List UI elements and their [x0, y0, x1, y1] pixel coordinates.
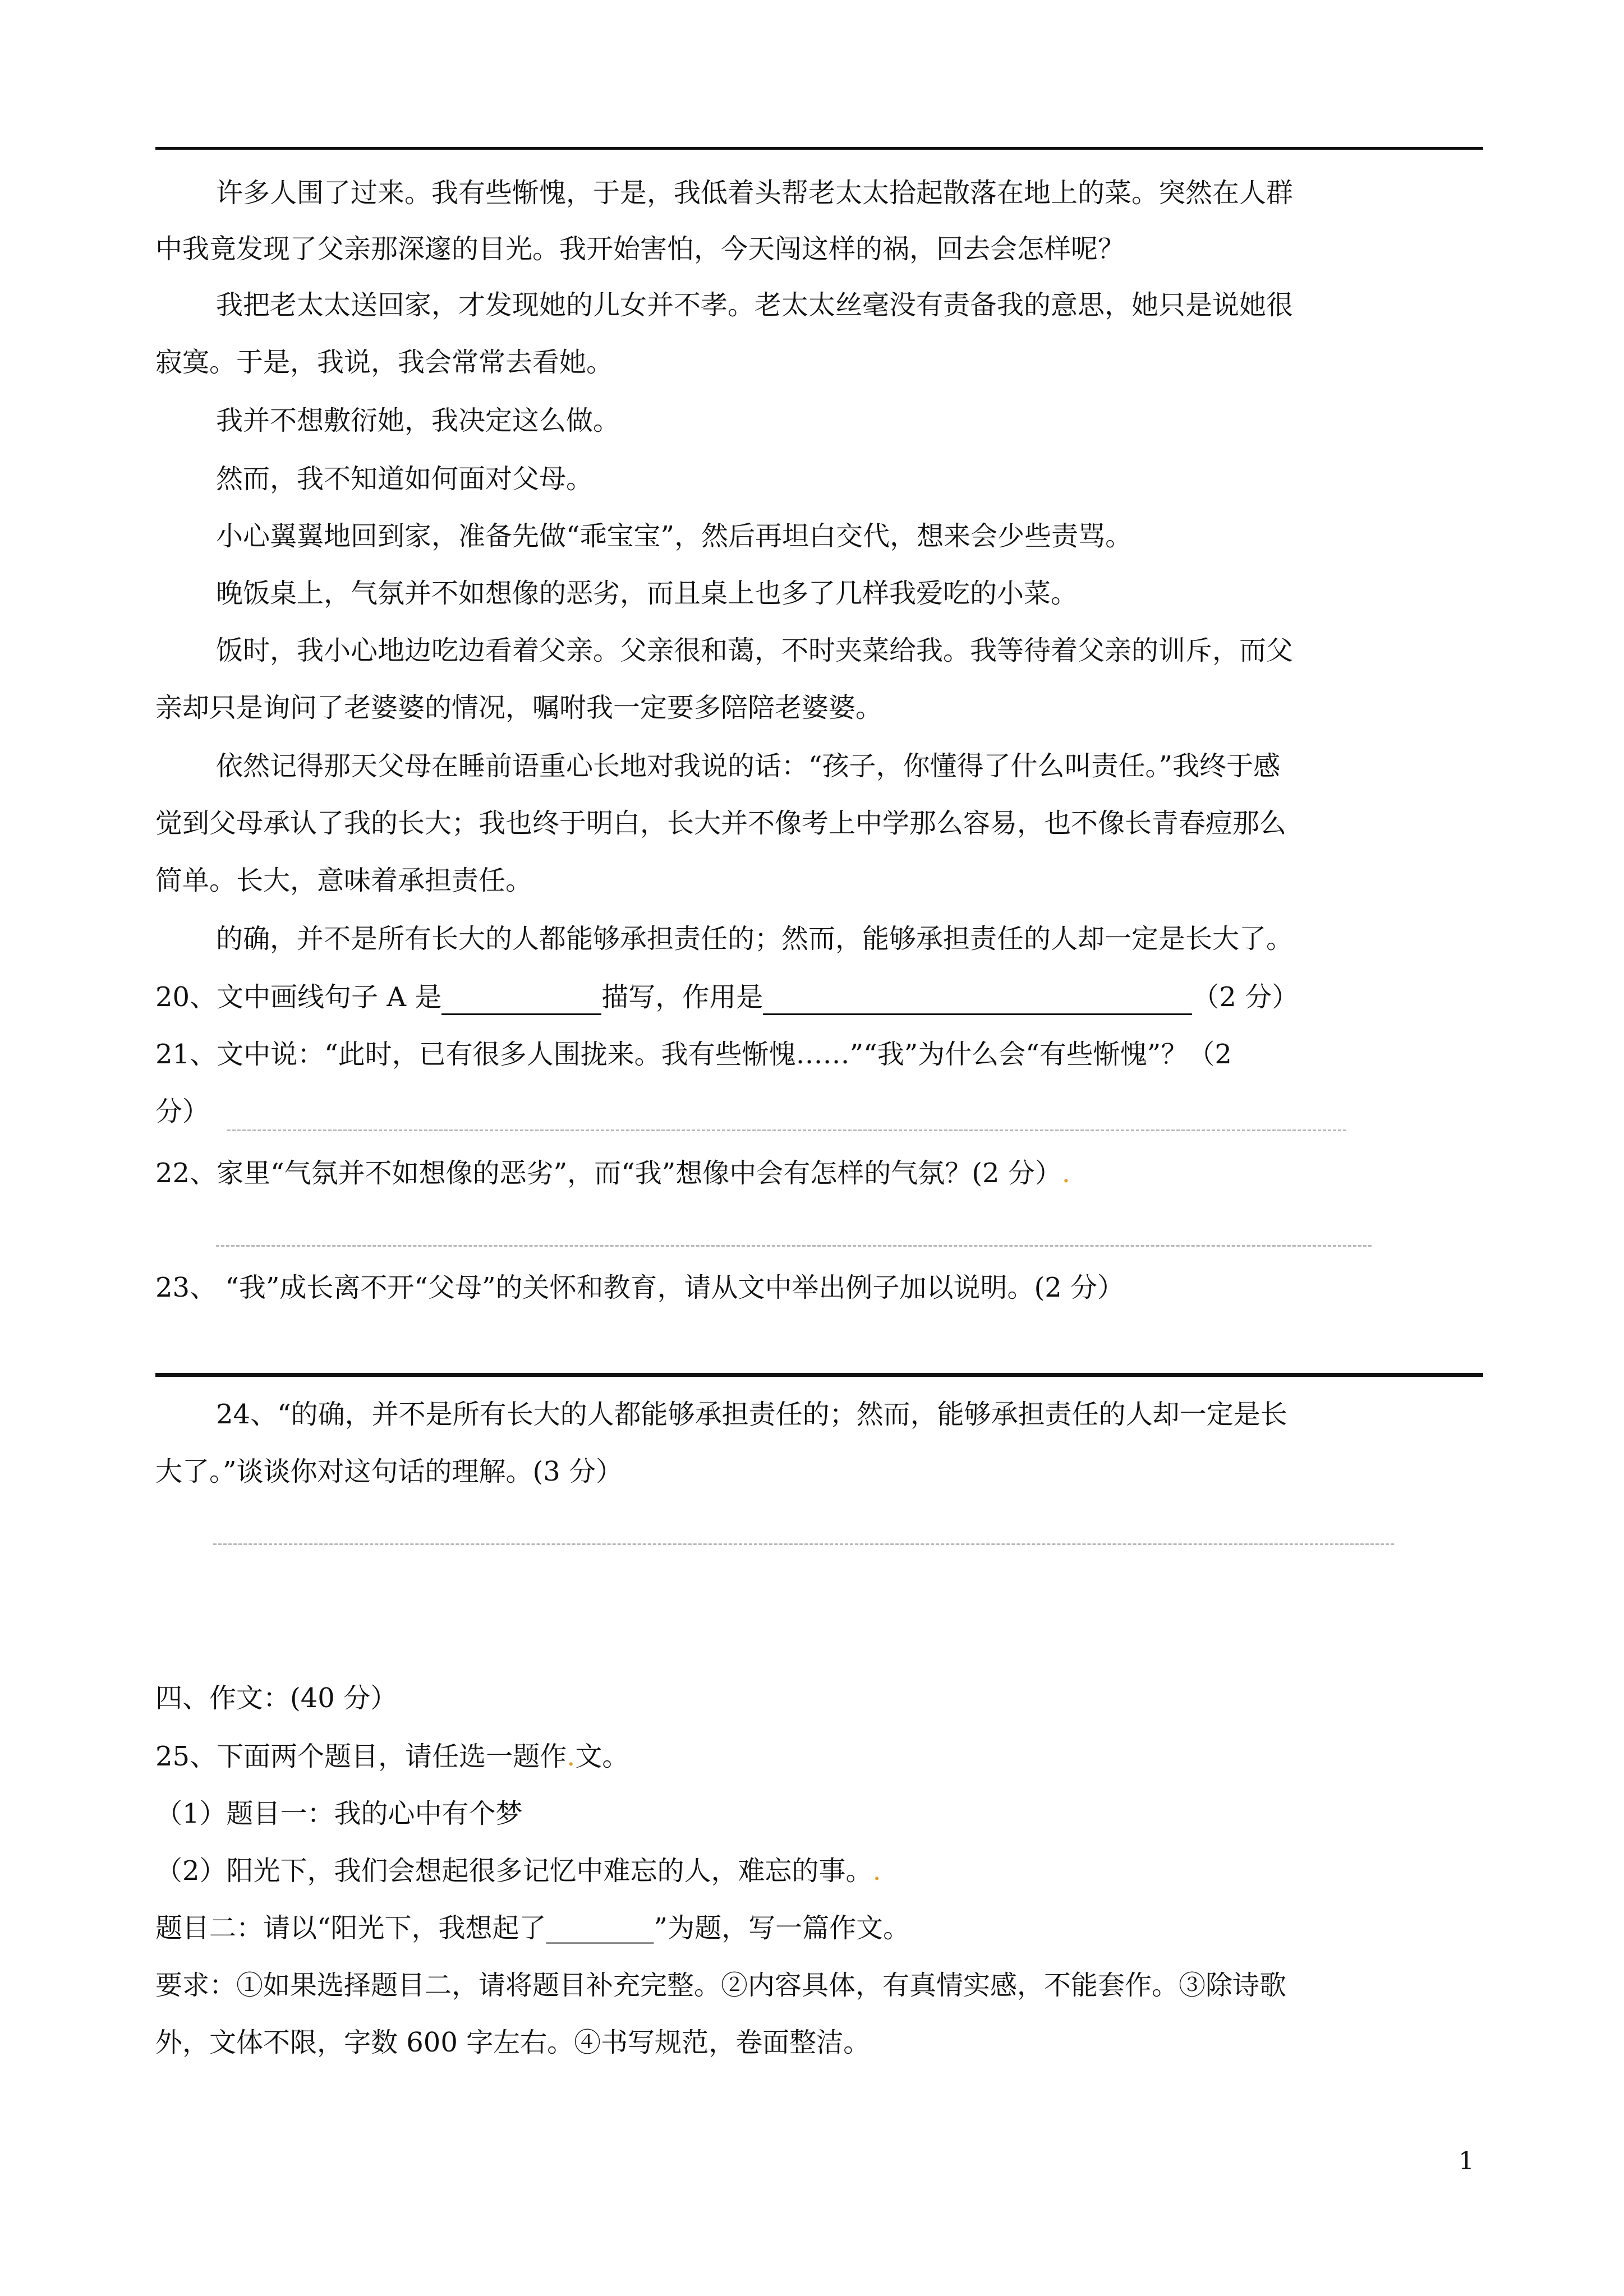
passage-line: 晚饭桌上，气氛并不如想像的恶劣，而且桌上也多了几样我爱吃的小菜。	[216, 578, 1078, 609]
passage-line: 饭时，我小心地边吃边看着父亲。父亲很和蔼，不时夹菜给我。我等待着父亲的训斥，而父	[216, 635, 1294, 666]
question-20-text: 20、文中画线句子 A 是	[155, 981, 442, 1013]
question-20	[155, 979, 1483, 1015]
answer-blank[interactable]	[763, 984, 1192, 1015]
page-number: 1	[1459, 2147, 1474, 2175]
question-24-cont: 大了。”谈谈你对这句话的理解。(3 分）	[155, 1456, 623, 1487]
requirements-cont: 外，文体不限，字数 600 字左右。④书写规范，卷面整洁。	[155, 2027, 871, 2058]
topic-two-text: （2）阳光下，我们会想起很多记忆中难忘的人，难忘的事。	[155, 1855, 873, 1887]
question-21: 21、文中说：“此时，已有很多人围拢来。我有些惭愧……”“我”为什么会“有些惭愧”？（2	[155, 1039, 1232, 1070]
stray-dot: .	[1061, 1158, 1071, 1189]
answer-line[interactable]	[216, 1245, 1372, 1247]
answer-line[interactable]	[227, 1129, 1346, 1131]
question-22	[155, 1155, 1483, 1191]
topic-one: （1）题目一：我的心中有个梦	[155, 1798, 523, 1829]
top-rule	[155, 147, 1483, 150]
passage-line: 觉到父母承认了我的长大；我也终于明白，长大并不像考上中学那么容易，也不像长青春痘那么	[155, 808, 1287, 839]
passage-line: 小心翼翼地回到家，准备先做“乖宝宝”，然后再坦白交代，想来会少些责骂。	[216, 520, 1133, 552]
question-25-text: 25、下面两个题目，请任选一题作	[155, 1741, 567, 1772]
passage-line: 依然记得那天父母在睡前语重心长地对我说的话：“孩子，你懂得了什么叫责任。”我终于感	[216, 750, 1281, 782]
question-25	[155, 1739, 1483, 1774]
stray-dot: .	[872, 1855, 881, 1887]
question-22-text: 22、家里“气氛并不如想像的恶劣”，而“我”想像中会有怎样的气氛？(2 分）	[155, 1158, 1062, 1189]
passage-line: 我把老太太送回家，才发现她的儿女并不孝。老太太丝毫没有责备我的意思，她只是说她很	[216, 289, 1294, 321]
topic-two: 题目二：请以“阳光下，我想起了________”为题，写一篇作文。	[155, 1912, 910, 1944]
passage-line: 许多人围了过来。我有些惭愧，于是，我低着头帮老太太拾起散落在地上的菜。突然在人群	[216, 177, 1294, 209]
section-rule	[155, 1373, 1483, 1377]
question-21-cont: 分）	[155, 1096, 210, 1127]
passage-line: 的确，并不是所有长大的人都能够承担责任的；然而，能够承担责任的人却一定是长大了。	[216, 923, 1294, 955]
answer-line[interactable]	[213, 1543, 1394, 1545]
passage-line: 寂寞。于是，我说，我会常常去看她。	[155, 347, 614, 378]
question-20-points: （2 分）	[1192, 981, 1299, 1013]
answer-blank[interactable]	[441, 984, 601, 1015]
composition-heading: 四、作文：(40 分）	[155, 1682, 398, 1714]
passage-line: 亲却只是询问了老婆婆的情况，嘱咐我一定要多陪陪老婆婆。	[155, 692, 883, 723]
topic-two-intro	[155, 1853, 1483, 1889]
passage-line: 我并不想敷衍她，我决定这么做。	[216, 405, 620, 436]
question-25-text: 文。	[575, 1741, 629, 1772]
passage-line: 然而，我不知道如何面对父母。	[216, 463, 594, 495]
stray-dot: .	[567, 1741, 576, 1772]
passage-line: 简单。长大，意味着承担责任。	[155, 865, 533, 896]
requirements: 要求：①如果选择题目二，请将题目补充完整。②内容具体，有真情实感，不能套作。③除诗歌	[155, 1970, 1287, 2001]
question-23: 23、 “我”成长离不开“父母”的关怀和教育，请从文中举出例子加以说明。(2 分）	[155, 1272, 1125, 1303]
question-24: 24、“的确，并不是所有长大的人都能够承担责任的；然而，能够承担责任的人却一定是长	[216, 1399, 1287, 1430]
question-20-text: 描写，作用是	[601, 981, 763, 1013]
passage-line: 中我竟发现了父亲那深邃的目光。我开始害怕，今天闯这样的祸，回去会怎样呢？	[155, 233, 1125, 265]
